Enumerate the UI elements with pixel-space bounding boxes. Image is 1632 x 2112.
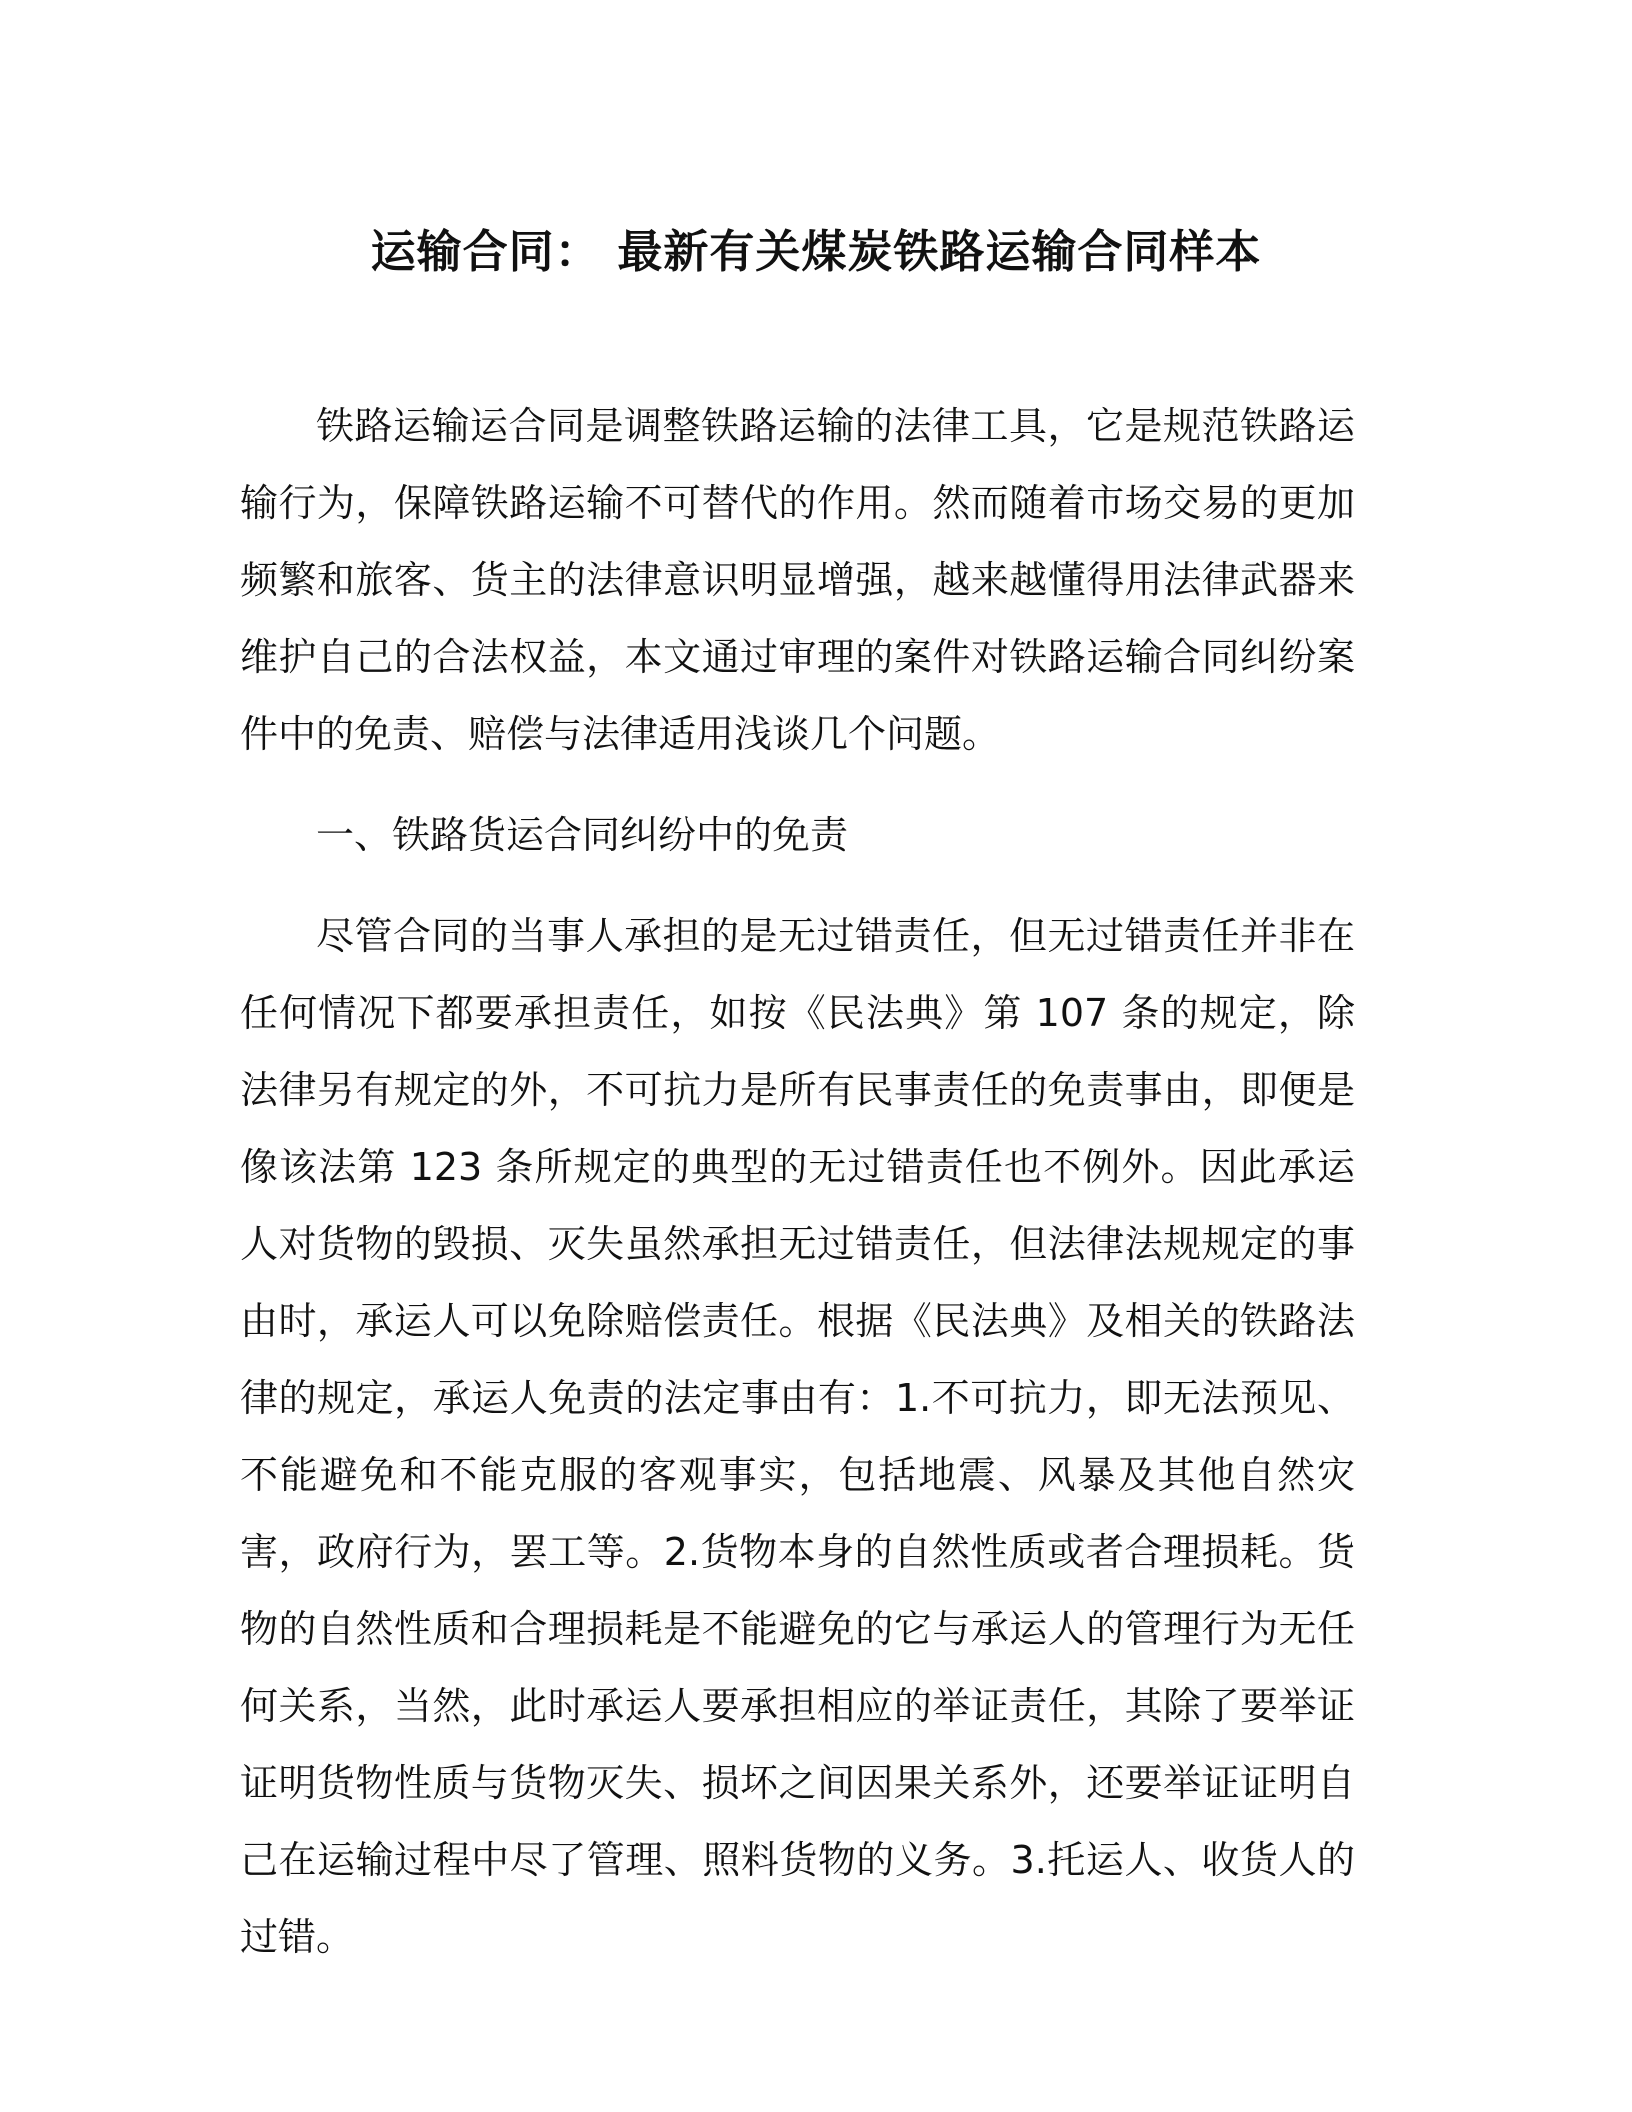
section-heading: 一、铁路货运合同纠纷中的免责 <box>316 813 849 857</box>
document-title: 运输合同： 最新有关煤炭铁路运输合同样本 <box>370 225 1262 278</box>
intro-paragraph: 铁路运输运合同是调整铁路运输的法律工具，它是规范铁路运输行为，保障铁路运输不可替代的作用。然而随着市场交易的更加频繁和旅客、货主的法律意识明显增强，越来越懂得用法律武器来维护自己的合法权益，本文通过审理的案件对铁路运输合同纠纷案件中的免责、赔偿与法律适用浅谈几个问题。 <box>240 404 1355 756</box>
document-body <box>240 388 1355 1976</box>
body-paragraph: 尽管合同的当事人承担的是无过错责任，但无过错责任并非在任何情况下都要承担责任，如按《民法典》第 107 条的规定，除法律另有规定的外，不可抗力是所有民事责任的免责事由，即便是像该法第 123 条所规定的典型的无过错责任也不例外。因此承运人对货物的毁损、灭失虽然承担无过错责任，但法律法规规定的事由时，承运人可以免除赔偿责任。根据《民法典》及相关的铁路法律的规定，承运人免责的法定事由有：1.不可抗力，即无法预见、不能避免和不能克服的客观事实，包括地震、风暴及其他自然灾害，政府行为，罢工等。2.货物本身的自然性质或者合理损耗。货物的自然性质和合理损耗是不能避免的它与承运人的管理行为无任何关系，当然，此时承运人要承担相应的举证责任，其除了要举证证明货物性质与货物灭失、损坏之间因果关系外，还要举证证明自己在运输过程中尽了管理、照料货物的义务。3.托运人、收货人的过错。 <box>240 914 1355 1959</box>
